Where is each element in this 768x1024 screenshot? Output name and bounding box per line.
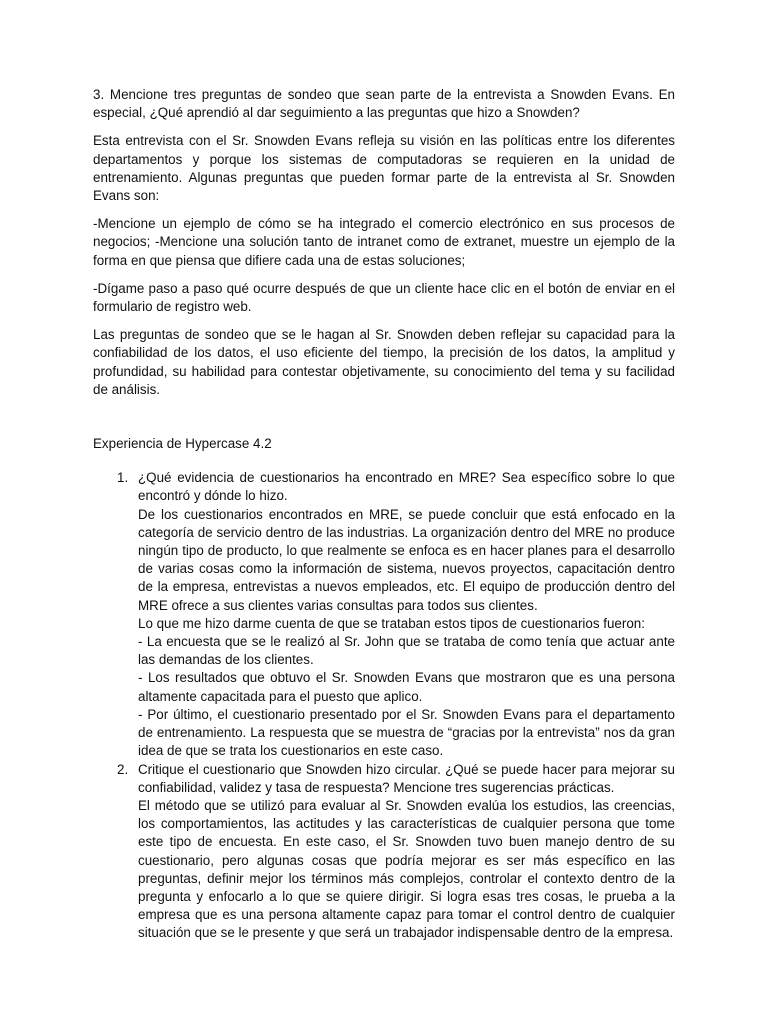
question-number: 1. xyxy=(117,470,129,486)
question-item-2 xyxy=(93,761,675,943)
questions-list xyxy=(93,469,675,942)
intro-paragraph-1: Esta entrevista con el Sr. Snowden Evans refleja su visión en las políticas entre los diferentes departamentos y porque los sistemas de computadoras se requieren en la unidad de entrenamiento. Algunas preguntas que pueden formar parte de la entrevista al Sr. Snowden Evans son: xyxy=(93,133,675,204)
answer-bullet-2: - Los resultados que obtuvo el Sr. Snowden Evans que mostraron que es una persona altamente capacitada para el puesto que aplico. xyxy=(138,670,675,704)
question-number: 2. xyxy=(117,761,129,777)
intro-question: 3. Mencione tres preguntas de sondeo que sean parte de la entrevista a Snowden Evans. En especial, ¿Qué aprendió al dar seguimiento a las preguntas que hizo a Snowden? xyxy=(93,87,675,121)
intro-paragraph-3: -Dígame paso a paso qué ocurre después de que un cliente hace clic en el botón de enviar en el formulario de registro web. xyxy=(93,280,675,315)
answer-text: De los cuestionarios encontrados en MRE, se puede concluir que está enfocado en la categoría de servicio dentro de las industrias. La organización dentro del MRE no produce ningún tipo de producto, lo que realmente se enfoca es en hacer planes para el desarrollo de varias cosas como la información de sistema, nuevos proyectos, capacitación dentro de la empresa, entrevistas a nuevos empleados, etc. El equipo de producción dentro del MRE ofrece a sus clientes varias consultas para todos sus clientes. xyxy=(138,506,675,613)
section-title: Experiencia de Hypercase 4.2 xyxy=(93,436,272,452)
document-page xyxy=(93,86,675,943)
answer-bullet-3: - Por último, el cuestionario presentado por el Sr. Snowden Evans para el departamento de entrenamiento. La respuesta que se muestra de “gracias por la entrevista” nos da gran idea de que se trata los cuestionarios en este caso. xyxy=(138,706,675,759)
question-text: Critique el cuestionario que Snowden hizo circular. ¿Qué se puede hacer para mejorar su confiabilidad, validez y tasa de respuesta? Mencione tres sugerencias prácticas. xyxy=(138,761,675,795)
answer-lead: Lo que me hizo darme cuenta de que se trataban estos tipos de cuestionarios fueron: xyxy=(138,615,645,631)
intro-paragraph-4: Las preguntas de sondeo que se le hagan al Sr. Snowden deben reflejar su capacidad para la confiabilidad de los datos, el uso eficiente del tiempo, la precisión de los datos, la amplitud y profundidad, su habilidad para contestar objetivamente, su conocimiento del tema y su facilidad de análisis. xyxy=(93,327,675,397)
answer-bullet-1: - La encuesta que se le realizó al Sr. John que se trataba de como tenía que actuar ante las demandas de los clientes. xyxy=(138,634,675,668)
question-item-1 xyxy=(93,469,675,760)
question-text: ¿Qué evidencia de cuestionarios ha encontrado en MRE? Sea específico sobre lo que encontró y dónde lo hizo. xyxy=(138,470,675,504)
intro-paragraph-2: -Mencione un ejemplo de cómo se ha integrado el comercio electrónico en sus procesos de negocios; -Mencione una solución tanto de intranet como de extranet, muestre un ejemplo de la forma en que piensa que difiere cada una de estas soluciones; xyxy=(93,216,675,268)
answer-text: El método que se utilizó para evaluar al Sr. Snowden evalúa los estudios, las creencias, los comportamientos, las actitudes y las características de cualquier persona que tome este tipo de encuesta. En este caso, el Sr. Snowden tuvo buen manejo dentro de su cuestionario, pero algunas cosas que podría mejorar es ser más específico en las preguntas, definir mejor los términos más complejos, controlar el contexto dentro de la pregunta y enfocarlo a lo que se quiere dirigir. Si logra esas tres cosas, le prueba a la empresa que es una persona altamente capaz para tomar el control dentro de cualquier situación que se le presente y que será un trabajador indispensable dentro de la empresa. xyxy=(138,797,675,941)
